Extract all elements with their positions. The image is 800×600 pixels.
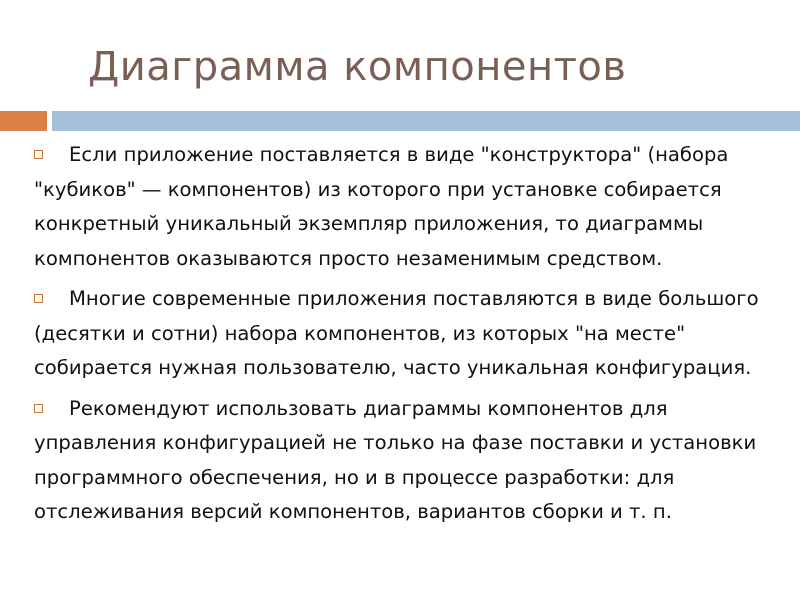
bullet-list [34, 138, 774, 536]
square-bullet-icon [34, 150, 43, 159]
bullet-item [34, 392, 774, 530]
square-bullet-icon [34, 404, 43, 413]
slide-title: Диаграмма компонентов [88, 44, 627, 90]
bullet-text: Рекомендуют использовать диаграммы компонентов для управления конфигурацией не только на фазе поставки и установки программного обеспечения, но и в процессе разработки: для отслеживания версий компонентов, вариантов сборки и т. п. [34, 396, 757, 523]
accent-bar-right [52, 111, 800, 131]
bullet-item [34, 282, 774, 386]
bullet-text: Многие современные приложения поставляются в виде большого (десятки и сотни) набора компонентов, из которых "на месте" собирается нужная пользователю, часто уникальная конфигурация. [34, 287, 759, 379]
square-bullet-icon [34, 294, 43, 303]
bullet-text: Если приложение поставляется в виде "конструктора" (набора "кубиков" — компонентов) из которого при установке собирается конкретный уникальный экземпляр приложения, то диаграммы компонентов оказываются просто незаменимым средством. [34, 143, 729, 270]
bullet-item [34, 138, 774, 276]
accent-bar-left [0, 111, 47, 131]
